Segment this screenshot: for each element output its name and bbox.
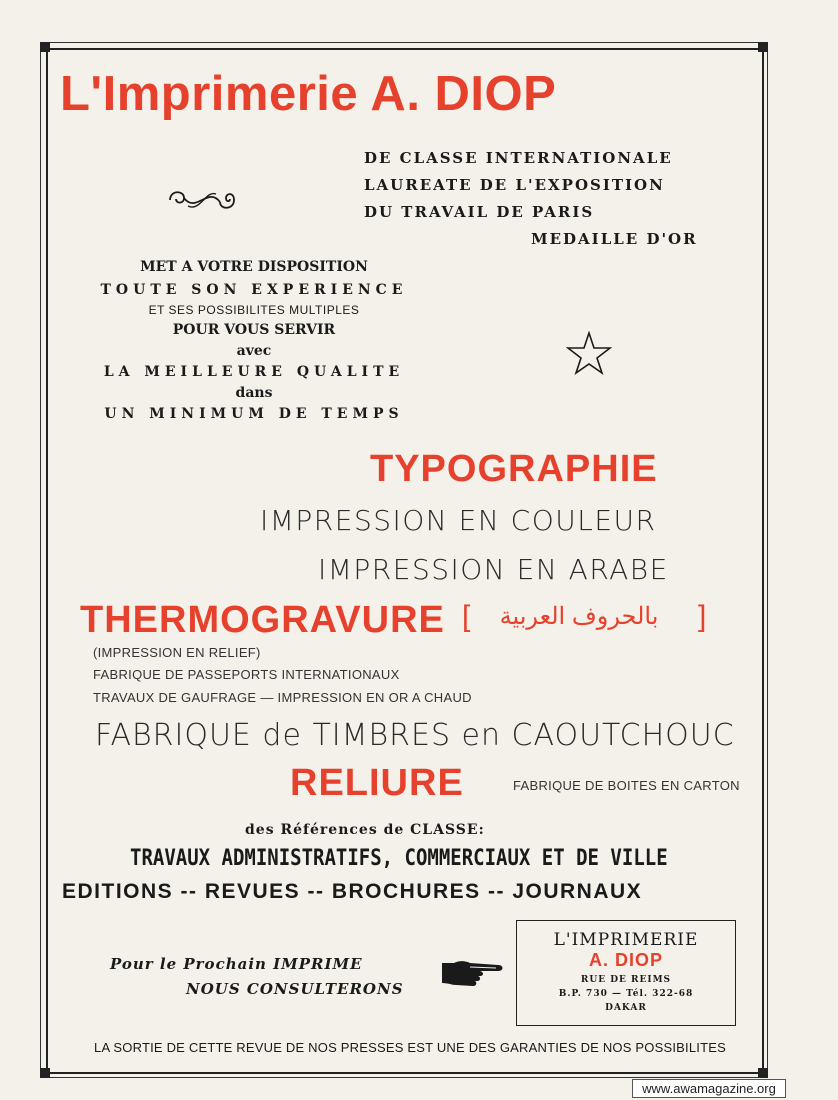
box-company: L'IMPRIMERIE — [553, 930, 699, 950]
impression-couleur: IMPRESSION EN COULEUR — [260, 504, 657, 537]
offer-line: POUR VOUS SERVIR — [172, 322, 336, 338]
award-line: DE CLASSE INTERNATIONALE — [364, 149, 673, 167]
passeports-line: FABRIQUE DE PASSEPORTS INTERNATIONAUX — [93, 667, 400, 682]
box-city: DAKAR — [605, 1003, 647, 1013]
award-line: DU TRAVAIL DE PARIS — [364, 203, 595, 221]
relief-line: (IMPRESSION EN RELIEF) — [93, 645, 261, 660]
award-line: LAUREATE DE L'EXPOSITION — [364, 176, 665, 194]
arabic-text: بالحروف العربية — [499, 603, 659, 630]
footer-text: LA SORTIE DE CETTE REVUE DE NOS PRESSES EST UNE DES GARANTIES DE NOS POSSIBILITES — [94, 1040, 726, 1055]
border-corner — [40, 1068, 50, 1078]
offer-line: ET SES POSSIBILITES MULTIPLES — [148, 303, 360, 317]
impression-arabe: IMPRESSION EN ARABE — [318, 553, 669, 586]
offer-line: dans — [235, 385, 273, 401]
pointing-hand-icon — [440, 955, 506, 989]
offer-line: MET A VOTRE DISPOSITION — [140, 259, 368, 275]
timbres-line: FABRIQUE de TIMBRES en CAOUTCHOUC — [95, 718, 735, 753]
star-icon — [566, 331, 612, 375]
editions-line: EDITIONS -- REVUES -- BROCHURES -- JOURNAUX — [62, 880, 643, 903]
prochain-line: Pour le Prochain IMPRIME — [110, 955, 363, 973]
award-line: MEDAILLE D'OR — [531, 230, 698, 248]
border-corner — [758, 1068, 768, 1078]
boites-line: FABRIQUE DE BOITES EN CARTON — [513, 778, 740, 793]
border-corner — [758, 42, 768, 52]
bracket-left: [ — [462, 600, 471, 633]
prochain-line: NOUS CONSULTERONS — [186, 980, 404, 998]
offer-line: LA MEILLEURE QUALITE — [103, 364, 405, 380]
offer-block — [74, 256, 434, 426]
offer-line: UN MINIMUM DE TEMPS — [104, 406, 404, 422]
border-corner — [40, 42, 50, 52]
travaux-line: TRAVAUX ADMINISTRATIFS, COMMERCIAUX ET DE VILLE — [130, 845, 668, 871]
website-watermark[interactable]: www.awamagazine.org — [632, 1079, 786, 1098]
reliure-heading: RELIURE — [290, 762, 464, 804]
gaufrage-line: TRAVAUX DE GAUFRAGE — IMPRESSION EN OR A CHAUD — [93, 690, 472, 705]
bracket-right: ] — [698, 600, 707, 633]
page-title: L'Imprimerie A. DIOP — [60, 67, 557, 121]
address-box — [516, 920, 736, 1026]
offer-line: avec — [236, 343, 272, 359]
offer-line: TOUTE SON EXPERIENCE — [100, 282, 408, 298]
box-name: A. DIOP — [588, 950, 663, 970]
typographie-heading: TYPOGRAPHIE — [370, 448, 658, 490]
references-heading: des Références de CLASSE: — [245, 822, 485, 838]
box-street: RUE DE REIMS — [580, 975, 672, 985]
thermogravure-heading: THERMOGRAVURE — [80, 599, 445, 641]
box-phone: B.P. 730 — Tél. 322-68 — [558, 989, 694, 999]
flourish-ornament-icon — [166, 184, 238, 216]
